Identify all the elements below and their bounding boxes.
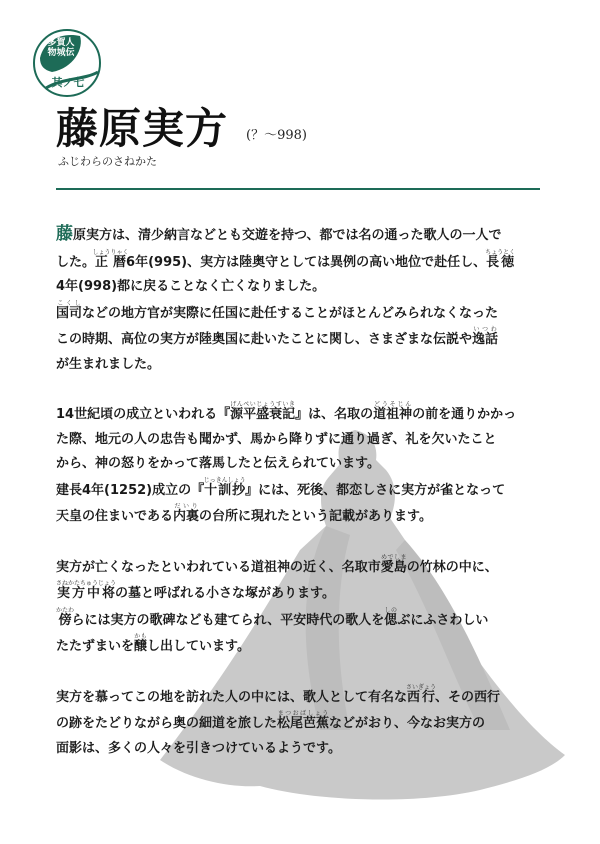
text-line bbox=[56, 428, 542, 453]
text-line bbox=[56, 580, 542, 607]
furigana: かたわ bbox=[56, 606, 75, 614]
text-line bbox=[56, 452, 542, 477]
text-line bbox=[56, 401, 542, 428]
text-line bbox=[56, 607, 542, 634]
text-run: 実方を慕ってこの地を訪れた人の中には、歌人として有名な bbox=[56, 689, 408, 705]
article-body bbox=[56, 222, 542, 785]
text-run: ぶにふさわしい bbox=[397, 612, 489, 628]
ruby-word bbox=[56, 299, 83, 321]
ruby-base: 松尾芭蕉 bbox=[277, 716, 330, 731]
ruby-base: 十訓抄 bbox=[203, 482, 246, 498]
paragraph bbox=[56, 554, 542, 660]
text-run: 実方が亡くなったといわれている道祖神の近く、名取市 bbox=[56, 559, 381, 575]
ruby-word bbox=[373, 401, 413, 422]
header-divider bbox=[56, 188, 540, 190]
text-run: 6年(995)、実方は陸奥守としては異例の高い地位で赴任し、 bbox=[126, 254, 487, 270]
text-run: の跡をたどりながら奥の細道を旅した bbox=[56, 716, 278, 731]
text-run: 原実方は、清少納言などとも交遊を持つ、都では名の通った歌人の一人で bbox=[73, 228, 502, 243]
text-run: 建長4年(1252)成立の『 bbox=[56, 482, 205, 498]
ruby-word bbox=[277, 710, 330, 731]
text-line bbox=[56, 684, 542, 711]
ruby-base: 国司 bbox=[56, 305, 83, 321]
ruby-word bbox=[92, 248, 129, 270]
badge-number: 其ノ七 bbox=[51, 76, 85, 89]
text-line bbox=[56, 554, 542, 581]
furigana: しょうりゃく bbox=[92, 248, 129, 256]
text-run: し出しています。 bbox=[147, 639, 250, 654]
furigana: どうそじん bbox=[373, 401, 413, 408]
text-line bbox=[56, 222, 542, 249]
ruby-base: 正暦 bbox=[92, 254, 129, 270]
text-line bbox=[56, 326, 542, 353]
drop-cap: 藤 bbox=[56, 224, 73, 244]
text-run: たたずまいを bbox=[56, 639, 135, 654]
ruby-base: 逸話 bbox=[472, 332, 499, 347]
ruby-base: 実方中将 bbox=[56, 586, 117, 601]
text-run: した。 bbox=[56, 254, 96, 270]
text-run: この時期、高位の実方が陸奥国に赴いたことに関し、さまざまな伝説や bbox=[56, 332, 473, 347]
ruby-word bbox=[406, 683, 437, 705]
ruby-word bbox=[485, 248, 516, 270]
ruby-base: 傍 bbox=[56, 612, 75, 628]
furigana: ちょうとく bbox=[485, 248, 516, 256]
ruby-base: 醸 bbox=[134, 639, 148, 654]
furigana: かも bbox=[134, 633, 148, 640]
text-run: 14世紀頃の成立といわれる『 bbox=[56, 407, 231, 422]
text-run: の台所に現れたという記載があります。 bbox=[199, 509, 432, 524]
furigana: こくし bbox=[56, 299, 83, 307]
ruby-base: 愛島 bbox=[380, 559, 407, 575]
text-run: が生まれました。 bbox=[56, 356, 161, 372]
furigana: まつおばしょう bbox=[277, 710, 330, 717]
text-run: た際、地元の人の忠告も聞かず、馬から降りずに通り過ぎ、礼を欠いたこと bbox=[56, 431, 497, 447]
text-run: 』には、死後、都恋しさに実方が雀となって bbox=[245, 482, 506, 498]
ruby-word bbox=[472, 326, 499, 347]
text-line bbox=[56, 737, 542, 762]
text-run: 面影は、多くの人々を引きつけているようです。 bbox=[56, 740, 341, 756]
furigana: めでしま bbox=[380, 553, 407, 561]
ruby-word bbox=[173, 503, 200, 524]
ruby-base: 西行 bbox=[406, 689, 437, 705]
ruby-word bbox=[203, 476, 246, 498]
ruby-word bbox=[134, 633, 148, 654]
ruby-word bbox=[384, 606, 398, 628]
text-run: 、その西行 bbox=[435, 689, 501, 705]
text-line bbox=[56, 249, 542, 276]
text-run: の前を通りかかっ bbox=[412, 407, 517, 422]
paragraph bbox=[56, 222, 542, 377]
text-line bbox=[56, 477, 542, 504]
text-run: の竹林の中に、 bbox=[406, 559, 498, 575]
ruby-word bbox=[380, 553, 407, 575]
ruby-base: 道祖神 bbox=[373, 407, 413, 422]
title-reading: ふじわらのさねかた bbox=[58, 155, 157, 168]
text-run: らには実方の歌碑なども建てられ、平安時代の歌人を bbox=[71, 612, 385, 628]
text-run: の墓と呼ばれる小さな塚があります。 bbox=[115, 586, 335, 601]
ruby-base: 源平盛衰記 bbox=[230, 407, 296, 422]
text-line bbox=[56, 353, 542, 378]
furigana: さねかたちゅうじょう bbox=[56, 580, 117, 587]
text-line bbox=[56, 710, 542, 737]
ruby-word bbox=[56, 580, 117, 601]
furigana: いつわ bbox=[472, 326, 499, 333]
text-run: 4年(998)都に戻ることなく亡くなりました。 bbox=[56, 279, 326, 294]
text-line bbox=[56, 633, 542, 660]
ruby-base: 長徳 bbox=[485, 254, 516, 270]
badge-series-label: 多賀人物城伝 bbox=[47, 38, 75, 58]
furigana: げんぺいじょうすいき bbox=[230, 401, 296, 408]
series-badge bbox=[32, 28, 102, 98]
furigana: だいり bbox=[173, 503, 200, 510]
text-run: から、神の怒りをかって落馬したと伝えられています。 bbox=[56, 456, 380, 471]
text-run: などがおり、今なお実方の bbox=[329, 716, 486, 731]
text-line bbox=[56, 300, 542, 327]
text-line bbox=[56, 503, 542, 530]
ruby-word bbox=[230, 401, 296, 422]
text-run: 』は、名取の bbox=[295, 407, 374, 422]
text-run: などの地方官が実際に任国に赴任することがほとんどみられなくなった bbox=[82, 305, 499, 321]
furigana: じっきんしょう bbox=[203, 476, 246, 484]
ruby-base: 偲 bbox=[384, 612, 398, 628]
furigana: しの bbox=[384, 606, 398, 614]
text-line bbox=[56, 275, 542, 300]
text-run: 天皇の住まいである bbox=[56, 509, 174, 524]
furigana: さいぎょう bbox=[406, 683, 437, 691]
life-years: (？～998) bbox=[246, 128, 307, 143]
ruby-word bbox=[56, 606, 75, 628]
ruby-base: 内裏 bbox=[173, 509, 200, 524]
page-title: 藤原実方 bbox=[56, 104, 229, 153]
paragraph bbox=[56, 401, 542, 530]
paragraph bbox=[56, 684, 542, 762]
